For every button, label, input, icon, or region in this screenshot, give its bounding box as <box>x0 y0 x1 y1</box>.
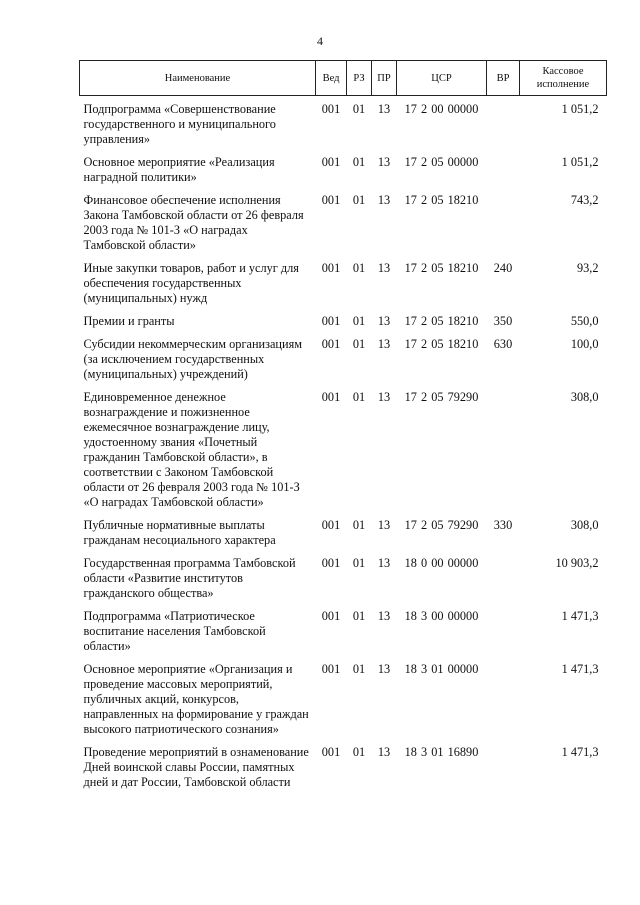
row-csr: 18 3 00 00000 <box>404 609 479 623</box>
row-pr: 13 <box>377 390 391 404</box>
row-ved: 001 <box>321 518 341 532</box>
row-vr: 330 <box>493 518 513 532</box>
table-row <box>80 745 607 798</box>
row-name: Основное мероприятие «Реализация наградной политики» <box>83 155 275 184</box>
row-pr: 13 <box>377 518 391 532</box>
row-pr: 13 <box>377 556 391 570</box>
row-rz: 01 <box>352 102 366 116</box>
row-ved: 001 <box>321 609 341 623</box>
row-name: Финансовое обеспечение исполнения Закона Тамбовской области от 26 февраля 2003 года № 101-З «О наградах Тамбовской области» <box>83 193 304 252</box>
row-rz: 01 <box>352 155 366 169</box>
row-amount: 93,2 <box>576 261 599 275</box>
table-body <box>80 96 607 799</box>
row-vr <box>487 745 520 798</box>
row-csr: 17 2 05 18210 <box>404 193 479 207</box>
row-name: Основное мероприятие «Организация и проведение массовых мероприятий, публичных акций, конкурсов, направленных на формирование у граждан высокого патриотического сознания» <box>83 662 309 736</box>
table-row <box>80 337 607 390</box>
row-pr: 13 <box>377 314 391 328</box>
table-row <box>80 518 607 556</box>
row-amount: 308,0 <box>570 518 599 532</box>
table-row <box>80 390 607 518</box>
row-name: Публичные нормативные выплаты гражданам несоциального характера <box>83 518 276 547</box>
row-vr <box>487 96 520 156</box>
table-row <box>80 609 607 662</box>
row-rz: 01 <box>352 390 366 404</box>
row-rz: 01 <box>352 337 366 351</box>
row-pr: 13 <box>377 745 391 759</box>
row-ved: 001 <box>321 102 341 116</box>
row-ved: 001 <box>321 155 341 169</box>
row-amount: 10 903,2 <box>555 556 599 570</box>
page-number: 4 <box>317 34 323 48</box>
row-vr <box>487 390 520 518</box>
row-ved: 001 <box>321 390 341 404</box>
row-amount: 743,2 <box>570 193 599 207</box>
row-rz: 01 <box>352 609 366 623</box>
table-row <box>80 193 607 261</box>
row-pr: 13 <box>377 193 391 207</box>
row-amount: 1 471,3 <box>561 662 599 676</box>
row-name: Проведение мероприятий в ознаменование Дней воинской славы России, памятных дней и дат России, Тамбовской области <box>83 745 309 789</box>
table-row <box>80 96 607 156</box>
row-name: Премии и гранты <box>83 314 175 328</box>
row-vr: 630 <box>493 337 513 351</box>
row-name: Подпрограмма «Совершенствование государственного и муниципального управления» <box>83 102 276 146</box>
row-vr: 240 <box>493 261 513 275</box>
header-csr: ЦСР <box>397 61 487 96</box>
table-header-row <box>80 61 607 96</box>
row-csr: 17 2 05 18210 <box>404 314 479 328</box>
header-name: Наименование <box>80 61 316 96</box>
row-rz: 01 <box>352 193 366 207</box>
row-name: Подпрограмма «Патриотическое воспитание населения Тамбовской области» <box>83 609 266 653</box>
row-name: Субсидии некоммерческим организациям (за исключением государственных (муниципальных) учреждений) <box>83 337 303 381</box>
row-pr: 13 <box>377 155 391 169</box>
table-row <box>80 662 607 745</box>
row-rz: 01 <box>352 745 366 759</box>
header-rz: РЗ <box>347 61 372 96</box>
row-vr <box>487 662 520 745</box>
row-ved: 001 <box>321 314 341 328</box>
row-rz: 01 <box>352 556 366 570</box>
row-pr: 13 <box>377 337 391 351</box>
row-amount: 100,0 <box>570 337 599 351</box>
row-ved: 001 <box>321 193 341 207</box>
header-amount: Кассовое исполнение <box>520 61 607 96</box>
budget-table <box>79 60 607 798</box>
row-pr: 13 <box>377 662 391 676</box>
row-ved: 001 <box>321 261 341 275</box>
row-csr: 17 2 05 00000 <box>404 155 479 169</box>
table-row <box>80 155 607 193</box>
header-pr: ПР <box>372 61 397 96</box>
row-csr: 18 3 01 00000 <box>404 662 479 676</box>
row-pr: 13 <box>377 609 391 623</box>
row-csr: 18 0 00 00000 <box>404 556 479 570</box>
row-amount: 1 471,3 <box>561 609 599 623</box>
row-amount: 550,0 <box>570 314 599 328</box>
row-vr: 350 <box>493 314 513 328</box>
table-row <box>80 556 607 609</box>
row-csr: 18 3 01 16890 <box>404 745 479 759</box>
row-vr <box>487 609 520 662</box>
row-amount: 1 051,2 <box>561 102 599 116</box>
row-vr <box>487 556 520 609</box>
row-amount: 1 051,2 <box>561 155 599 169</box>
row-rz: 01 <box>352 662 366 676</box>
row-rz: 01 <box>352 518 366 532</box>
row-name: Иные закупки товаров, работ и услуг для обеспечения государственных (муниципальных) нужд <box>83 261 299 305</box>
row-name: Единовременное денежное вознаграждение и пожизненное ежемесячное вознаграждение лицу, удостоенному звания «Почетный гражданин Тамбовской области», в соответствии с Законом Тамбовской области от 26 февраля 2003 года № 101-З «О наградах Тамбовской области» <box>83 390 300 509</box>
row-vr <box>487 193 520 261</box>
row-amount: 1 471,3 <box>561 745 599 759</box>
row-pr: 13 <box>377 261 391 275</box>
row-vr <box>487 155 520 193</box>
table-row <box>80 261 607 314</box>
row-rz: 01 <box>352 314 366 328</box>
row-amount: 308,0 <box>570 390 599 404</box>
row-csr: 17 2 05 18210 <box>404 337 479 351</box>
row-csr: 17 2 05 79290 <box>404 390 479 404</box>
row-ved: 001 <box>321 662 341 676</box>
header-ved: Вед <box>316 61 347 96</box>
row-name: Государственная программа Тамбовской области «Развитие институтов гражданского общества» <box>83 556 296 600</box>
table-row <box>80 314 607 337</box>
row-ved: 001 <box>321 337 341 351</box>
row-ved: 001 <box>321 556 341 570</box>
row-pr: 13 <box>377 102 391 116</box>
header-vr: ВР <box>487 61 520 96</box>
row-csr: 17 2 05 79290 <box>404 518 479 532</box>
row-ved: 001 <box>321 745 341 759</box>
row-csr: 17 2 05 18210 <box>404 261 479 275</box>
row-csr: 17 2 00 00000 <box>404 102 479 116</box>
row-rz: 01 <box>352 261 366 275</box>
